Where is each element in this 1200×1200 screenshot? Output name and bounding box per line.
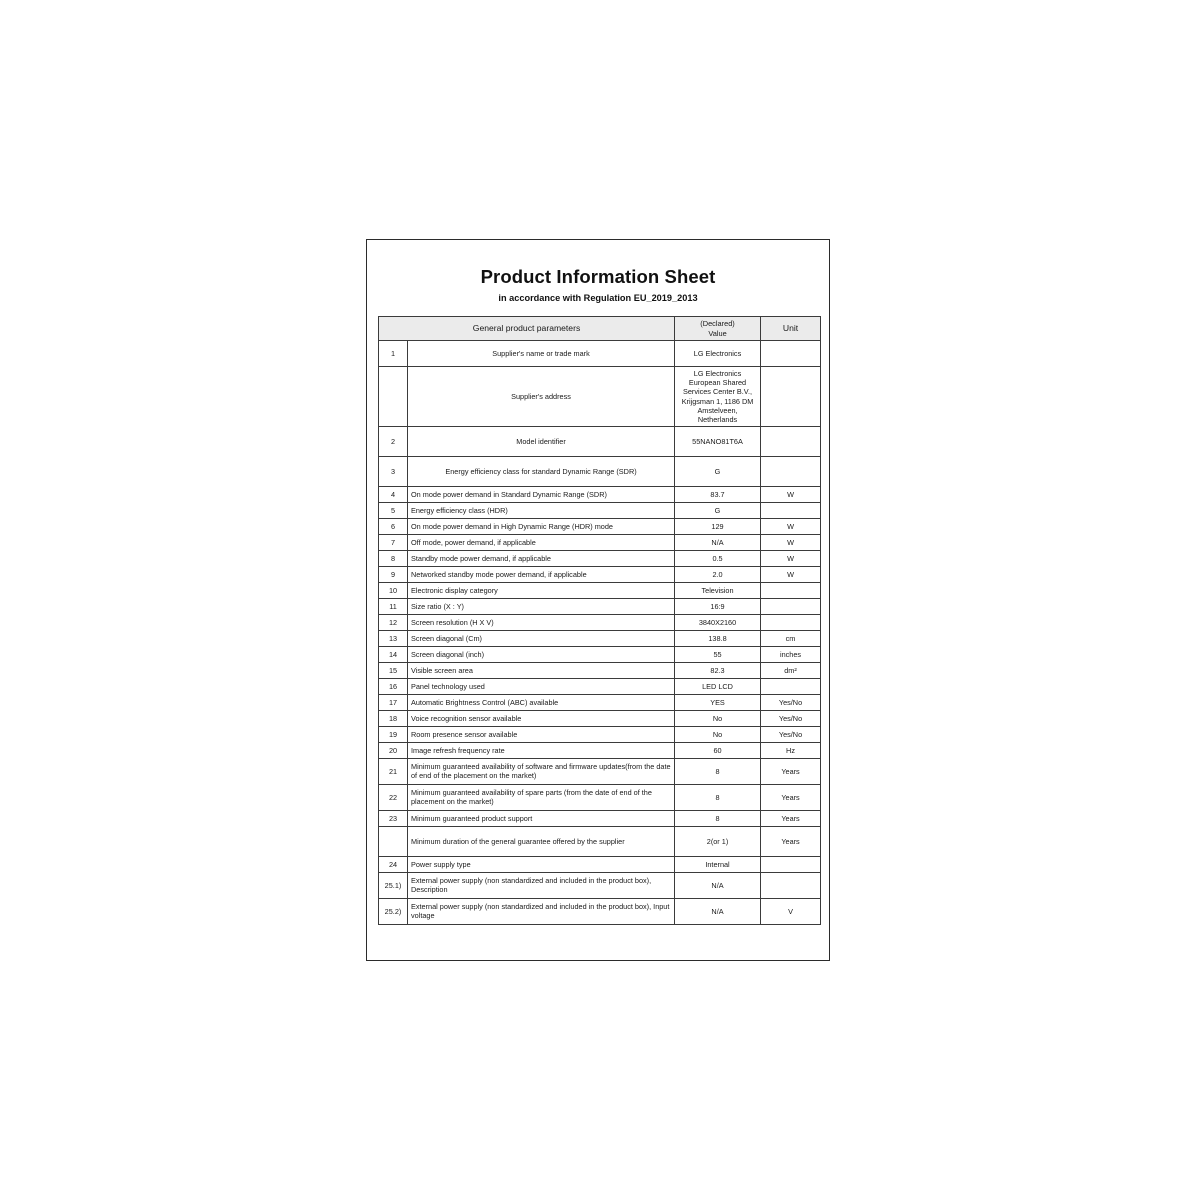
row-unit-cell: Years xyxy=(761,826,821,856)
row-parameter-cell: Room presence sensor available xyxy=(408,726,675,742)
table-row xyxy=(379,502,821,518)
row-value-cell: 138.8 xyxy=(675,630,761,646)
table-row xyxy=(379,582,821,598)
row-index-cell: 16 xyxy=(379,678,408,694)
table-row xyxy=(379,710,821,726)
row-parameter-cell: Voice recognition sensor available xyxy=(408,710,675,726)
row-index-cell: 12 xyxy=(379,614,408,630)
row-unit-cell: inches xyxy=(761,646,821,662)
table-row xyxy=(379,550,821,566)
row-value-cell: YES xyxy=(675,694,761,710)
row-unit-cell xyxy=(761,872,821,898)
row-unit-cell: Yes/No xyxy=(761,710,821,726)
row-index-cell: 15 xyxy=(379,662,408,678)
row-parameter-cell: Image refresh frequency rate xyxy=(408,742,675,758)
row-value-cell: 8 xyxy=(675,810,761,826)
table-row xyxy=(379,518,821,534)
row-unit-cell: Hz xyxy=(761,742,821,758)
row-value-cell: LG Electronics European Shared Services Center B.V., Krijgsman 1, 1186 DM Amstelveen, Netherlands xyxy=(675,367,761,427)
table-row xyxy=(379,341,821,367)
row-value-cell: 2.0 xyxy=(675,566,761,582)
row-index-cell: 24 xyxy=(379,856,408,872)
row-index-cell: 4 xyxy=(379,486,408,502)
table-row xyxy=(379,598,821,614)
row-index-cell: 23 xyxy=(379,810,408,826)
table-row xyxy=(379,872,821,898)
table-row xyxy=(379,456,821,486)
row-index-cell: 19 xyxy=(379,726,408,742)
row-index-cell: 25.1) xyxy=(379,872,408,898)
row-index-cell: 21 xyxy=(379,758,408,784)
product-information-sheet xyxy=(366,239,830,961)
row-index-cell: 25.2) xyxy=(379,898,408,924)
row-index-cell: 3 xyxy=(379,456,408,486)
row-value-cell: 8 xyxy=(675,758,761,784)
table-row xyxy=(379,742,821,758)
row-index-cell: 13 xyxy=(379,630,408,646)
row-parameter-cell: Power supply type xyxy=(408,856,675,872)
row-parameter-cell: Supplier's address xyxy=(408,367,675,427)
product-parameters-table xyxy=(378,316,821,925)
row-parameter-cell: Off mode, power demand, if applicable xyxy=(408,534,675,550)
row-unit-cell: V xyxy=(761,898,821,924)
row-value-cell: 3840X2160 xyxy=(675,614,761,630)
row-value-cell: LED LCD xyxy=(675,678,761,694)
row-parameter-cell: Standby mode power demand, if applicable xyxy=(408,550,675,566)
row-value-cell: Television xyxy=(675,582,761,598)
row-index-cell xyxy=(379,826,408,856)
row-value-cell: 16:9 xyxy=(675,598,761,614)
table-body xyxy=(379,341,821,925)
row-value-cell: 83.7 xyxy=(675,486,761,502)
row-index-cell: 20 xyxy=(379,742,408,758)
table-row xyxy=(379,856,821,872)
row-parameter-cell: Screen diagonal (Cm) xyxy=(408,630,675,646)
row-value-cell: Internal xyxy=(675,856,761,872)
row-parameter-cell: Minimum duration of the general guarantee offered by the supplier xyxy=(408,826,675,856)
row-parameter-cell: Minimum guaranteed product support xyxy=(408,810,675,826)
row-parameter-cell: Screen diagonal (inch) xyxy=(408,646,675,662)
row-unit-cell xyxy=(761,456,821,486)
table-row xyxy=(379,898,821,924)
table-row xyxy=(379,826,821,856)
table-row xyxy=(379,646,821,662)
row-unit-cell: W xyxy=(761,534,821,550)
row-unit-cell xyxy=(761,614,821,630)
row-value-cell: 2(or 1) xyxy=(675,826,761,856)
row-index-cell: 22 xyxy=(379,784,408,810)
column-header-value xyxy=(675,317,761,341)
table-row xyxy=(379,784,821,810)
row-parameter-cell: Networked standby mode power demand, if applicable xyxy=(408,566,675,582)
row-index-cell: 11 xyxy=(379,598,408,614)
row-unit-cell: W xyxy=(761,518,821,534)
row-unit-cell xyxy=(761,856,821,872)
row-parameter-cell: Supplier's name or trade mark xyxy=(408,341,675,367)
table-row xyxy=(379,662,821,678)
row-index-cell: 1 xyxy=(379,341,408,367)
row-parameter-cell: Visible screen area xyxy=(408,662,675,678)
row-value-cell: LG Electronics xyxy=(675,341,761,367)
row-value-cell: 55 xyxy=(675,646,761,662)
row-index-cell: 17 xyxy=(379,694,408,710)
table-row xyxy=(379,486,821,502)
row-parameter-cell: Energy efficiency class (HDR) xyxy=(408,502,675,518)
row-unit-cell: cm xyxy=(761,630,821,646)
row-unit-cell xyxy=(761,598,821,614)
table-row xyxy=(379,426,821,456)
row-value-cell: 8 xyxy=(675,784,761,810)
table-row xyxy=(379,566,821,582)
row-parameter-cell: Panel technology used xyxy=(408,678,675,694)
row-value-cell: No xyxy=(675,710,761,726)
row-unit-cell: W xyxy=(761,566,821,582)
row-parameter-cell: External power supply (non standardized and included in the product box), Input voltage xyxy=(408,898,675,924)
row-unit-cell xyxy=(761,341,821,367)
row-value-cell: G xyxy=(675,456,761,486)
row-unit-cell: dm² xyxy=(761,662,821,678)
column-header-parameters: General product parameters xyxy=(379,317,675,341)
row-index-cell: 10 xyxy=(379,582,408,598)
column-header-value-line1: (Declared) xyxy=(700,319,735,328)
row-unit-cell: Yes/No xyxy=(761,726,821,742)
row-unit-cell: Yes/No xyxy=(761,694,821,710)
row-parameter-cell: On mode power demand in Standard Dynamic Range (SDR) xyxy=(408,486,675,502)
row-unit-cell: Years xyxy=(761,784,821,810)
table-row xyxy=(379,694,821,710)
row-value-cell: N/A xyxy=(675,898,761,924)
row-parameter-cell: External power supply (non standardized and included in the product box), Description xyxy=(408,872,675,898)
row-index-cell: 18 xyxy=(379,710,408,726)
row-parameter-cell: Energy efficiency class for standard Dynamic Range (SDR) xyxy=(408,456,675,486)
table-row xyxy=(379,678,821,694)
row-index-cell: 8 xyxy=(379,550,408,566)
row-parameter-cell: Minimum guaranteed availability of software and firmware updates(from the date of end of the placement on the market) xyxy=(408,758,675,784)
row-index-cell: 5 xyxy=(379,502,408,518)
row-unit-cell: Years xyxy=(761,810,821,826)
row-parameter-cell: Automatic Brightness Control (ABC) available xyxy=(408,694,675,710)
row-value-cell: 60 xyxy=(675,742,761,758)
row-unit-cell xyxy=(761,426,821,456)
table-header xyxy=(379,317,821,341)
row-parameter-cell: Electronic display category xyxy=(408,582,675,598)
row-unit-cell: W xyxy=(761,486,821,502)
row-index-cell: 7 xyxy=(379,534,408,550)
table-row xyxy=(379,614,821,630)
row-parameter-cell: Screen resolution (H X V) xyxy=(408,614,675,630)
table-row xyxy=(379,534,821,550)
row-unit-cell xyxy=(761,678,821,694)
column-header-value-line2: Value xyxy=(708,328,727,338)
row-index-cell: 6 xyxy=(379,518,408,534)
row-value-cell: 129 xyxy=(675,518,761,534)
row-index-cell: 2 xyxy=(379,426,408,456)
row-parameter-cell: On mode power demand in High Dynamic Range (HDR) mode xyxy=(408,518,675,534)
row-parameter-cell: Size ratio (X : Y) xyxy=(408,598,675,614)
row-parameter-cell: Model identifier xyxy=(408,426,675,456)
row-value-cell: 82.3 xyxy=(675,662,761,678)
row-value-cell: No xyxy=(675,726,761,742)
row-value-cell: N/A xyxy=(675,534,761,550)
row-unit-cell xyxy=(761,367,821,427)
table-row xyxy=(379,630,821,646)
row-unit-cell xyxy=(761,582,821,598)
row-value-cell: 0.5 xyxy=(675,550,761,566)
column-header-unit: Unit xyxy=(761,317,821,341)
row-value-cell: N/A xyxy=(675,872,761,898)
row-value-cell: G xyxy=(675,502,761,518)
table-header-row xyxy=(379,317,821,341)
row-index-cell: 9 xyxy=(379,566,408,582)
table-row xyxy=(379,758,821,784)
page-title: Product Information Sheet xyxy=(480,266,716,287)
row-unit-cell: Years xyxy=(761,758,821,784)
table-row xyxy=(379,810,821,826)
table-row xyxy=(379,367,821,427)
row-value-cell: 55NANO81T6A xyxy=(675,426,761,456)
row-index-cell: 14 xyxy=(379,646,408,662)
row-unit-cell xyxy=(761,502,821,518)
table-row xyxy=(379,726,821,742)
row-index-cell xyxy=(379,367,408,427)
row-unit-cell: W xyxy=(761,550,821,566)
page-subtitle: in accordance with Regulation EU_2019_2013 xyxy=(498,293,698,303)
row-parameter-cell: Minimum guaranteed availability of spare parts (from the date of end of the placement on the market) xyxy=(408,784,675,810)
